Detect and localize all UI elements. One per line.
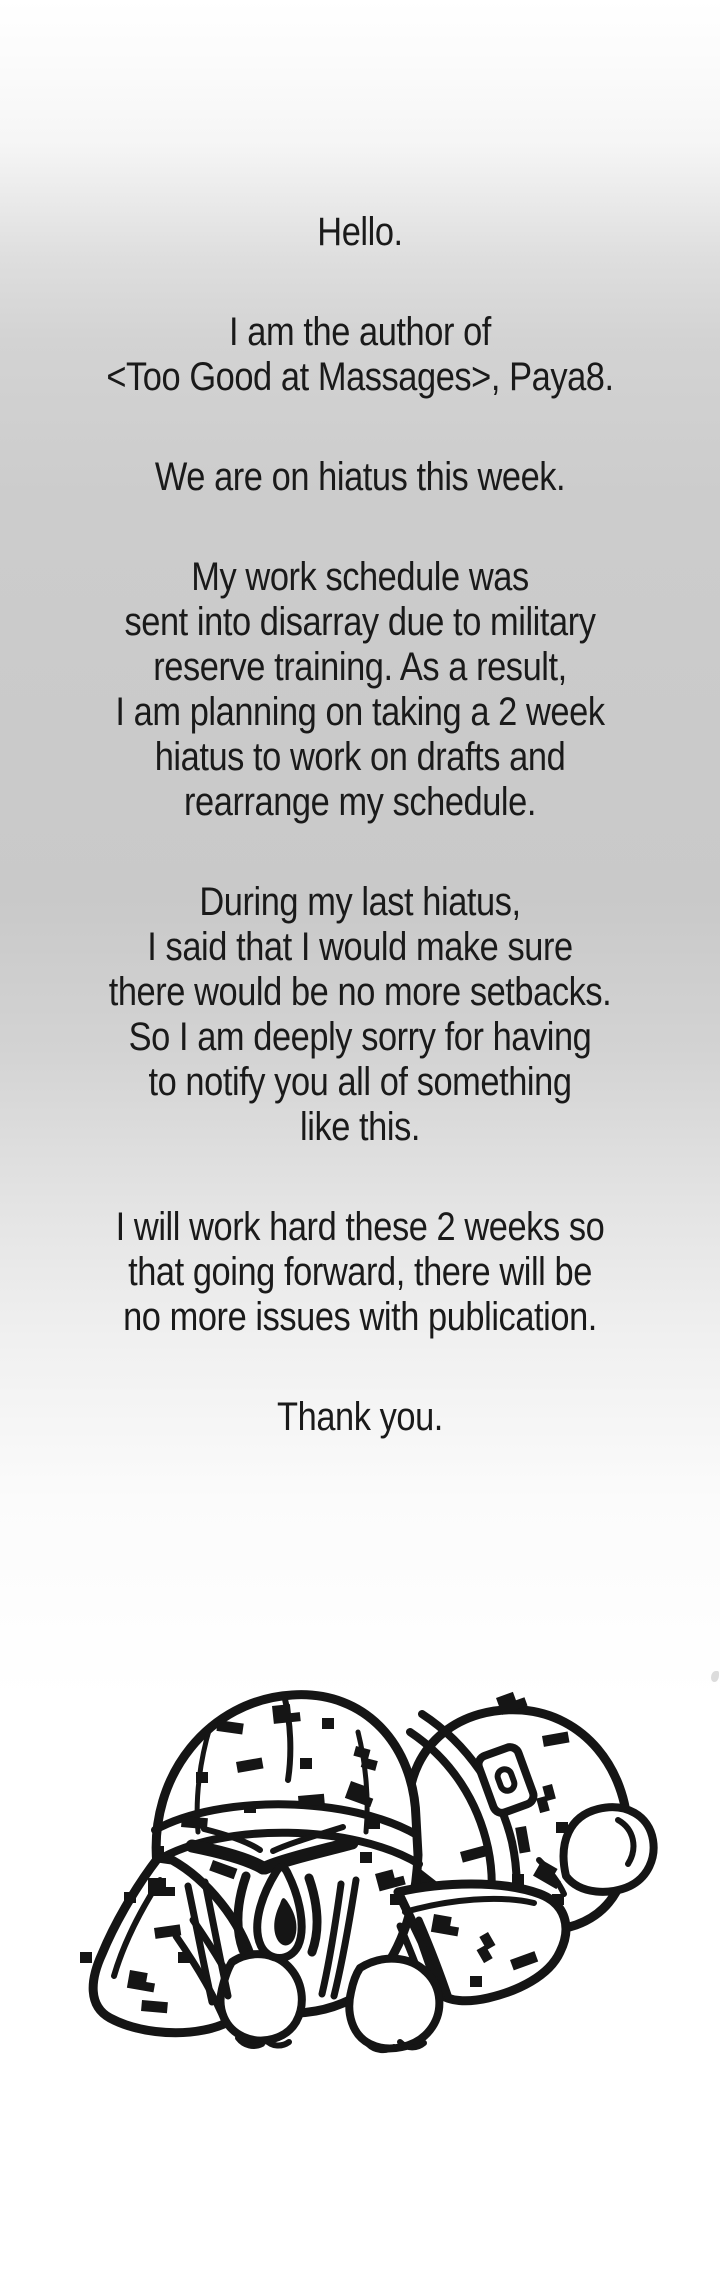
bowing-soldier-illustration [60, 1680, 660, 2070]
left-fist [221, 1954, 302, 2040]
notice-line: hiatus to work on drafts and [154, 735, 566, 779]
notice-line: I said that I would make sure [147, 925, 573, 969]
notice-line: sent into disarray due to military [124, 600, 596, 644]
notice-line: no more issues with publication. [123, 1295, 597, 1339]
notice-line: During my last hiatus, [199, 880, 521, 924]
notice-paragraph [50, 555, 669, 825]
notice-line: that going forward, there will be [128, 1250, 592, 1294]
notice-line: <Too Good at Massages>, Paya8. [106, 355, 614, 399]
notice-line: I am the author of [229, 310, 491, 354]
notice-line: I am planning on taking a 2 week [115, 690, 605, 734]
notice-line: there would be no more setbacks. [108, 970, 612, 1014]
notice-line: We are on hiatus this week. [154, 455, 566, 499]
notice-line: Thank you. [277, 1395, 443, 1439]
notice-text [50, 210, 669, 1440]
notice-line: like this. [300, 1105, 420, 1149]
notice-paragraph [50, 210, 669, 255]
notice-line: reserve training. As a result, [153, 645, 567, 689]
notice-line: rearrange my schedule. [184, 780, 536, 824]
edge-smudge [711, 1671, 719, 1682]
right-fist [349, 1959, 439, 2049]
notice-line: to notify you all of something [148, 1060, 572, 1104]
notice-line: So I am deeply sorry for having [128, 1015, 592, 1059]
notice-paragraph [50, 310, 669, 400]
notice-paragraph [50, 455, 669, 500]
notice-paragraph [50, 1395, 669, 1440]
notice-paragraph [50, 880, 669, 1150]
notice-line: Hello. [317, 210, 403, 254]
notice-paragraph [50, 1205, 669, 1340]
notice-line: My work schedule was [191, 555, 529, 599]
notice-line: I will work hard these 2 weeks so [115, 1205, 605, 1249]
